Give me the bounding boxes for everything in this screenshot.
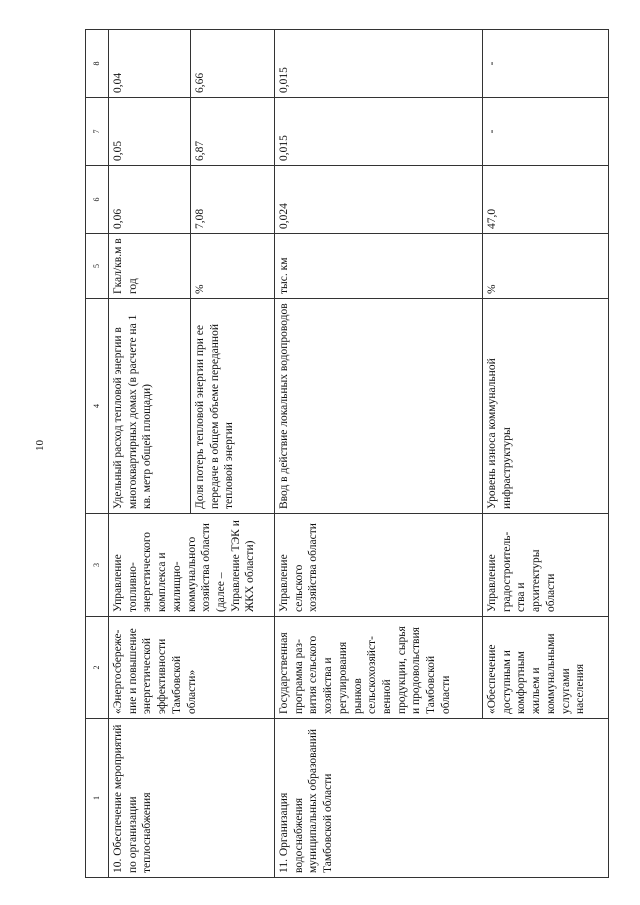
unit-cell: тыс. км: [275, 234, 483, 299]
header-cell: 6: [86, 166, 109, 234]
value-cell: 0,015: [275, 98, 483, 166]
indicator-cell: Ввод в действие локальных водопроводов: [275, 299, 483, 514]
event-cell: 11. Организация водоснабжения муниципальных образований Тамбовской области: [275, 719, 609, 878]
header-cell: 2: [86, 617, 109, 719]
value-cell: 0,06: [109, 166, 191, 234]
value-cell: 0,05: [109, 98, 191, 166]
rotated-table-container: [85, 30, 607, 878]
indicator-cell: Удельный расход тепловой энергии в многоквартирных домах (в расчете на 1 кв. метр общей площади): [109, 299, 191, 514]
agency-cell: Управление градостроитель-ства и архитектуры области: [483, 514, 609, 617]
header-cell: 1: [86, 719, 109, 878]
header-cell: 5: [86, 234, 109, 299]
program-cell: «Энергосбереже-ние и повышение энергетической эффективности Тамбовской области»: [109, 617, 275, 719]
indicator-cell: Доля потерь тепловой энергии при ее передаче в общем объеме переданной тепловой энергии: [191, 299, 275, 514]
page-number: 10: [34, 440, 46, 451]
unit-cell: %: [483, 234, 609, 299]
value-cell: 0,04: [109, 30, 191, 98]
header-cell: 8: [86, 30, 109, 98]
agency-cell: Управление топливно-энергетического комплекса и жилищно-коммунального хозяйства области (далее – Управление ТЭК и ЖКХ области): [109, 514, 275, 617]
value-cell: 6,87: [191, 98, 275, 166]
value-cell: 0,015: [275, 30, 483, 98]
unit-cell: %: [191, 234, 275, 299]
value-cell: -: [483, 30, 609, 98]
value-cell: -: [483, 98, 609, 166]
value-cell: 6,66: [191, 30, 275, 98]
event-cell: 10. Обеспечение мероприятий по организации теплоснабжения: [109, 719, 275, 878]
value-cell: 47,0: [483, 166, 609, 234]
indicator-cell: Уровень износа коммунальной инфраструктуры: [483, 299, 609, 514]
indicators-table: [85, 29, 609, 878]
agency-cell: Управление сельского хозяйства области: [275, 514, 483, 617]
unit-cell: Гкал/кв.м в год: [109, 234, 191, 299]
header-row: [86, 30, 109, 878]
header-cell: 3: [86, 514, 109, 617]
table-row: [109, 30, 191, 878]
header-cell: 4: [86, 299, 109, 514]
program-cell: «Обеспечение доступным и комфортным жильем и коммунальными услугами населения: [483, 617, 609, 719]
header-cell: 7: [86, 98, 109, 166]
table-row: [275, 30, 483, 878]
value-cell: 0,024: [275, 166, 483, 234]
program-cell: Государственная программа раз-вития сельского хозяйства и регулирования рынков сельскохозяйст-венной продукции, сырья и продовольствия Тамбовской области: [275, 617, 483, 719]
value-cell: 7,08: [191, 166, 275, 234]
